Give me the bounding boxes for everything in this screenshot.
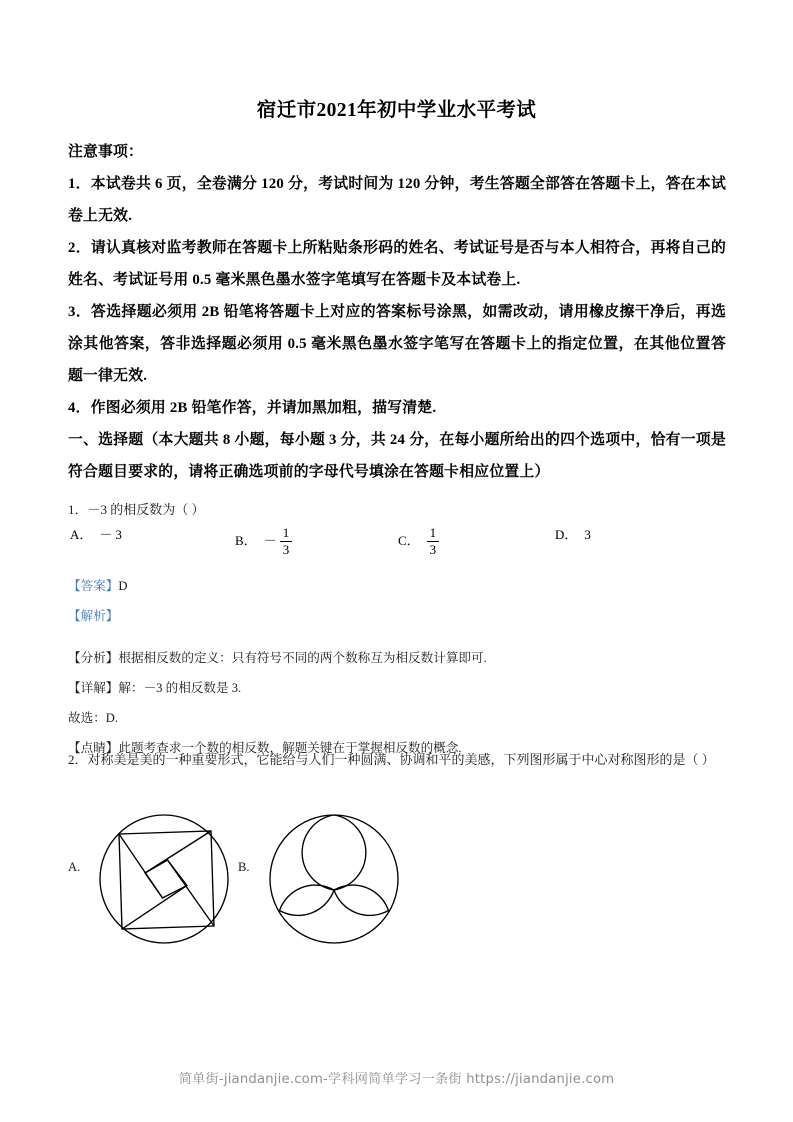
figure-b-circle-trefoil-three-petals <box>268 810 400 953</box>
question-2 <box>68 745 726 775</box>
spacer <box>68 631 726 643</box>
question-2-stem: 2．对称美是美的一种重要形式，它能给与人们一种圆满、协调和平的美感，下列图形属于中心对称图形的是（ ） <box>68 752 715 767</box>
question-1-stem: 1．－3 的相反数为（ ） <box>68 502 205 517</box>
analysis-tag-line <box>68 601 726 631</box>
question-1 <box>68 495 726 763</box>
option-b-numerator: 1 <box>280 526 293 542</box>
section-heading-choice: 一、选择题（本大题共 8 小题，每小题 3 分，共 24 分，在每小题所给出的四个选项中，恰有一项是符合题目要求的，请将正确选项前的字母代号填涂在答题卡相应位置上） <box>68 432 726 480</box>
detail-line: 【详解】解：－3 的相反数是 3. <box>68 681 242 695</box>
option-d-value: 3 <box>584 527 591 542</box>
option-d[interactable] <box>555 525 591 545</box>
option-c[interactable] <box>398 525 439 556</box>
option-c-denominator: 3 <box>429 542 437 558</box>
notice-item-2: 2．请认真核对监考教师在答题卡上所粘贴条形码的姓名、考试证号是否与本人相符合，再将自己的姓名、考试证号用 0.5 毫米黑色墨水签字笔填写在答题卡及本试卷上. <box>68 240 726 288</box>
option-b-fraction <box>280 526 293 557</box>
option-a-label: A． <box>70 527 93 542</box>
option-c-label: C． <box>398 532 420 548</box>
notice-block <box>68 136 726 488</box>
insight-line: 【点睛】此题考查求一个数的相反数，解题关键在于掌握相反数的概念. <box>68 741 462 755</box>
answer-line <box>68 571 726 601</box>
option-b-sign: － <box>263 532 277 548</box>
option-b-label: B． <box>235 532 257 548</box>
page-title: 宿迁市2021年初中学业水平考试 <box>256 100 537 121</box>
option-b-denominator: 3 <box>282 542 290 558</box>
option-a-sign: － <box>99 527 113 542</box>
figure-a-label: A. <box>68 860 81 874</box>
notice-item-3: 3．答选择题必须用 2B 铅笔将答题卡上对应的答案标号涂黑，如需改动，请用橡皮擦干净后，再选涂其他答案，答非选择题必须用 0.5 毫米黑色墨水签字笔写在答题卡上的指定位置，在其他位置答题一律无效. <box>68 304 726 384</box>
option-a-value: 3 <box>115 527 122 542</box>
answer-tag: 【答案】 <box>68 579 119 593</box>
option-b[interactable] <box>235 525 292 556</box>
option-c-fraction <box>427 526 440 557</box>
choice-line: 故选：D. <box>68 711 119 725</box>
question-1-options <box>68 525 726 571</box>
option-a[interactable] <box>70 525 122 545</box>
question-2-figures <box>62 800 742 965</box>
notice-heading: 注意事项： <box>68 144 143 160</box>
figure-b-label: B. <box>238 860 250 874</box>
option-c-numerator: 1 <box>427 526 440 542</box>
footer-watermark: 简单街-jiandanjie.com-学科网简单学习一条街 https://jiandanjie.com <box>178 1072 615 1087</box>
notice-item-1: 1．本试卷共 6 页，全卷满分 120 分，考试时间为 120 分钟，考生答题全部答在答题卡上，答在本试卷上无效. <box>68 176 726 224</box>
analysis-line-1: 【分析】根据相反数的定义：只有符号不同的两个数称互为相反数计算即可. <box>68 651 487 665</box>
analysis-tag: 【解析】 <box>68 609 119 623</box>
figure-a-circle-inscribed-square-pinwheel <box>98 810 230 953</box>
answer-value: D <box>118 579 128 593</box>
notice-item-4: 4．作图必须用 2B 铅笔作答，并请加黑加粗，描写清楚. <box>68 400 437 416</box>
option-d-label: D． <box>555 527 578 542</box>
